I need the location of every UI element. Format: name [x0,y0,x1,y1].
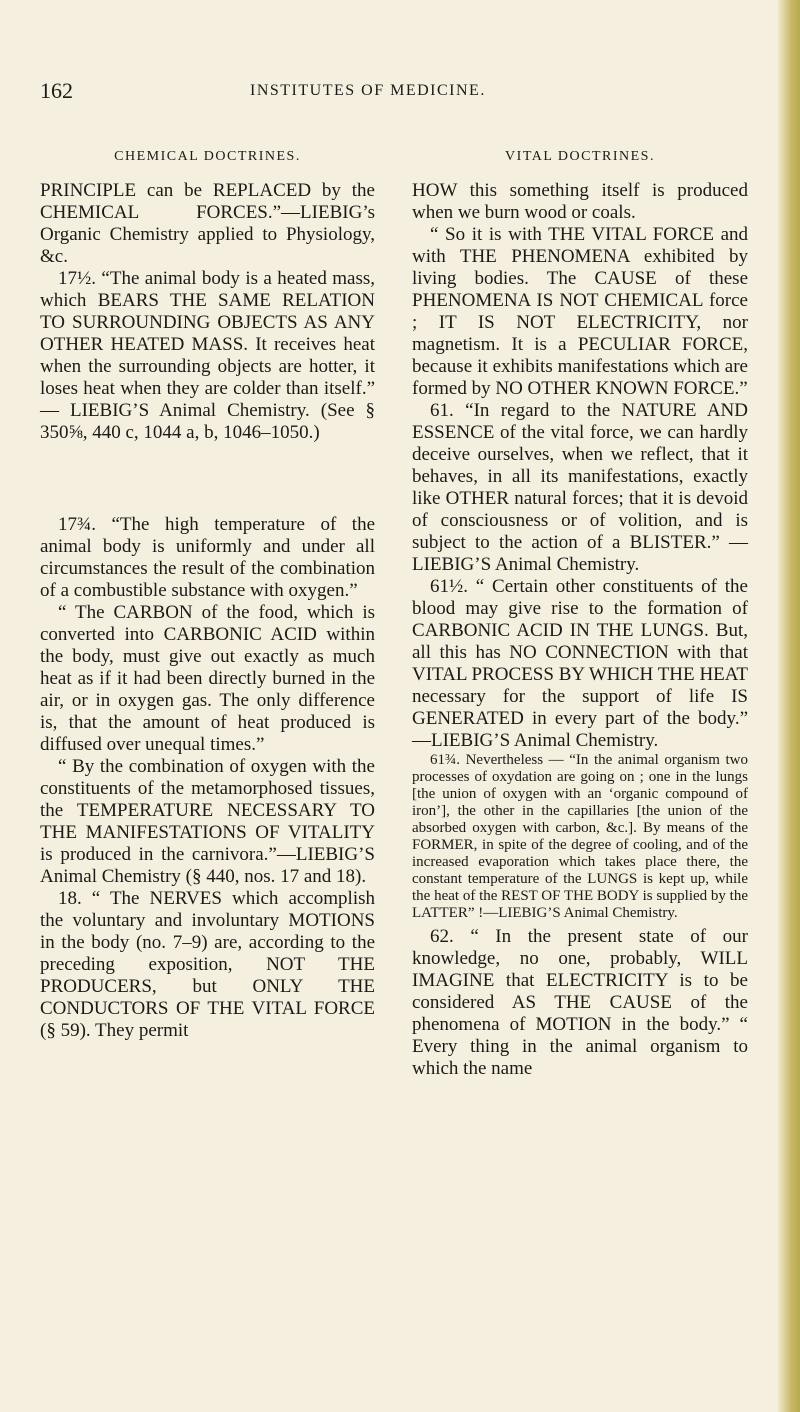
left-paragraph: 17½. “The animal body is a heated mass, which BEARS THE SAME RELATION TO SURROUNDING OBJECTS AS ANY OTHER HEATED MASS. It receives heat when the surrounding objects are hotter, it loses heat when they are colder than itself.” — LIEBIG’S Animal Chemistry. (See § 350⅝, 440 c, 1044 a, b, 1046–1050.) [40,268,375,443]
page-number: 162 [40,78,73,103]
right-paragraph: “ So it is with THE VITAL FORCE and with THE PHENOMENA exhibited by living bodies. The CAUSE of these PHENOMENA IS NOT CHEMICAL force ; IT IS NOT ELECTRICITY, nor magnetism. It is a PECULIAR FORCE, because it exhibits manifestations which are formed by NO OTHER KNOWN FORCE.” [412,224,748,399]
left-column [40,146,375,1042]
right-paragraph: 61½. “ Certain other constituents of the blood may give rise to the formation of CARBONIC ACID IN THE LUNGS. But, all this has NO CONNECTION with that VITAL PROCESS BY WHICH THE HEAT necessary for the support of life IS GENERATED in every part of the body.” —LIEBIG’S Animal Chemistry. [412,576,748,751]
left-paragraph: “ The CARBON of the food, which is converted into CARBONIC ACID within the body, must give out exactly as much heat as if it had been directly burned in the air, or in oxygen gas. The only difference is, that the amount of heat produced is diffused over unequal times.” [40,602,375,755]
right-paragraph: HOW this something itself is produced when we burn wood or coals. [412,180,748,223]
right-paragraph: 62. “ In the present state of our knowledge, no one, probably, WILL IMAGINE that ELECTRICITY is to be considered AS THE CAUSE of the phenomena of MOTION in the body.” “ Every thing in the animal organism to which the name [412,926,748,1079]
running-title: INSTITUTES OF MEDICINE. [250,82,486,99]
right-footnote-paragraph: 61¾. Nevertheless — “In the animal organism two processes of oxydation are going on ; one in the lungs [the union of oxygen with an ‘organic compound of iron’], the other in the capillaries [the union of the absorbed oxygen with carbon, &c.]. By means of the FORMER, in spite of the degree of cooling, and of the increased evaporation which takes place there, the constant temperature of the LUNGS is kept up, while the heat of the REST OF THE BODY is supplied by the LATTER” !—LIEBIG’S Animal Chemistry. [412,752,748,921]
left-paragraph: 17¾. “The high temperature of the animal body is uniformly and under all circumstances the result of the combination of a combustible substance with oxygen.” [40,514,375,601]
left-paragraph: 18. “ The NERVES which accomplish the voluntary and involuntary MOTIONS in the body (no. 7–9) are, according to the preceding exposition, NOT THE PRODUCERS, but ONLY THE CONDUCTORS OF THE VITAL FORCE (§ 59). They permit [40,888,375,1041]
right-paragraph: 61. “In regard to the NATURE AND ESSENCE of the vital force, we can hardly deceive ourselves, when we reflect, that it behaves, in all its manifestations, exactly like OTHER natural forces; that it is devoid of consciousness or of volition, and is subject to the action of a BLISTER.” — LIEBIG’S Animal Chemistry. [412,400,748,575]
left-paragraph: “ By the combination of oxygen with the constituents of the metamorphosed tissues, the TEMPERATURE NECESSARY TO THE MANIFESTATIONS OF VITALITY is produced in the carnivora.”—LIEBIG’S Animal Chemistry (§ 440, nos. 17 and 18). [40,756,375,887]
right-column-heading: VITAL DOCTRINES. [505,149,655,164]
left-column-heading: CHEMICAL DOCTRINES. [114,149,301,164]
page-edge [778,0,800,1412]
right-column [412,146,748,1080]
page-header [40,78,770,108]
left-paragraph: PRINCIPLE can be REPLACED by the CHEMICAL FORCES.”—LIEBIG’s Organic Chemistry applied to Physiology, &c. [40,180,375,267]
